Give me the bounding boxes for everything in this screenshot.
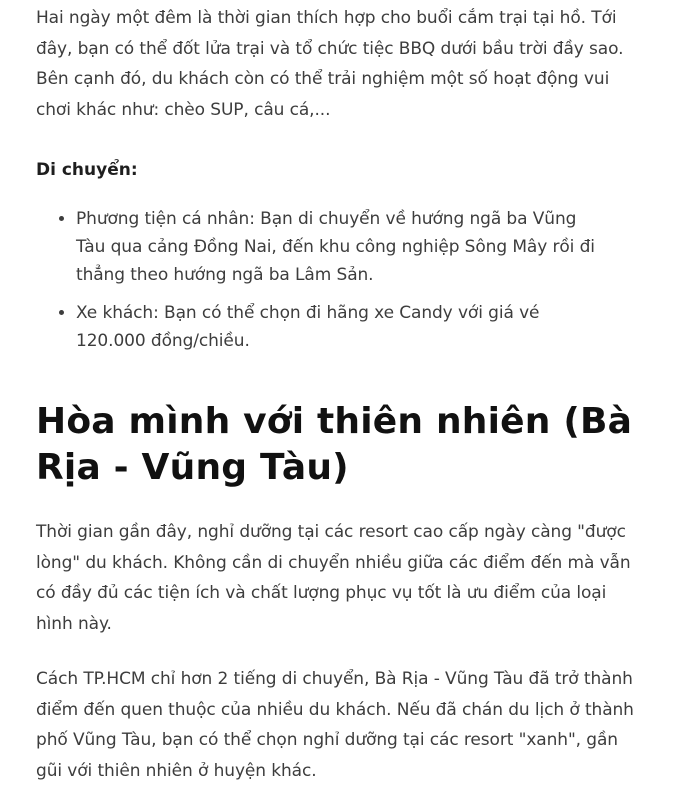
section-heading: Hòa mình với thiên nhiên (Bà Rịa - Vũng Tàu) <box>36 401 633 488</box>
intro-paragraph: Hai ngày một đêm là thời gian thích hợp cho buổi cắm trại tại hồ. Tới đây, bạn có thể đốt lửa trại và tổ chức tiệc BBQ dưới bầu trời đầy sao. Bên cạnh đó, du khách còn có thể trải nghiệm một số hoạt động vui chơi khác như: chèo SUP, câu cá,... <box>36 8 624 120</box>
transport-list <box>36 205 596 355</box>
section-paragraph: Cách TP.HCM chỉ hơn 2 tiếng di chuyển, Bà Rịa - Vũng Tàu đã trở thành điểm đến quen thuộc của nhiều du khách. Nếu đã chán du lịch ở thành phố Vũng Tàu, bạn có thể chọn nghỉ dưỡng tại các resort "xanh", gần gũi với thiên nhiên ở huyện khác. <box>36 669 634 781</box>
list-item: • Xe khách: Bạn có thể chọn đi hãng xe Candy với giá vé 120.000 đồng/chiều. <box>76 299 596 355</box>
section-paragraph: Thời gian gần đây, nghỉ dưỡng tại các resort cao cấp ngày càng "được lòng" du khách. Không cần di chuyển nhiều giữa các điểm đến mà vẫn có đầy đủ các tiện ích và chất lượng phục vụ tốt là ưu điểm của loại hình này. <box>36 522 631 634</box>
list-item: • Phương tiện cá nhân: Bạn di chuyển về hướng ngã ba Vũng Tàu qua cảng Đồng Nai, đến khu công nghiệp Sông Mây rồi đi thẳng theo hướng ngã ba Lâm Sản. <box>76 205 596 289</box>
article-body <box>36 0 646 786</box>
transport-subheading: Di chuyển: <box>36 160 138 180</box>
